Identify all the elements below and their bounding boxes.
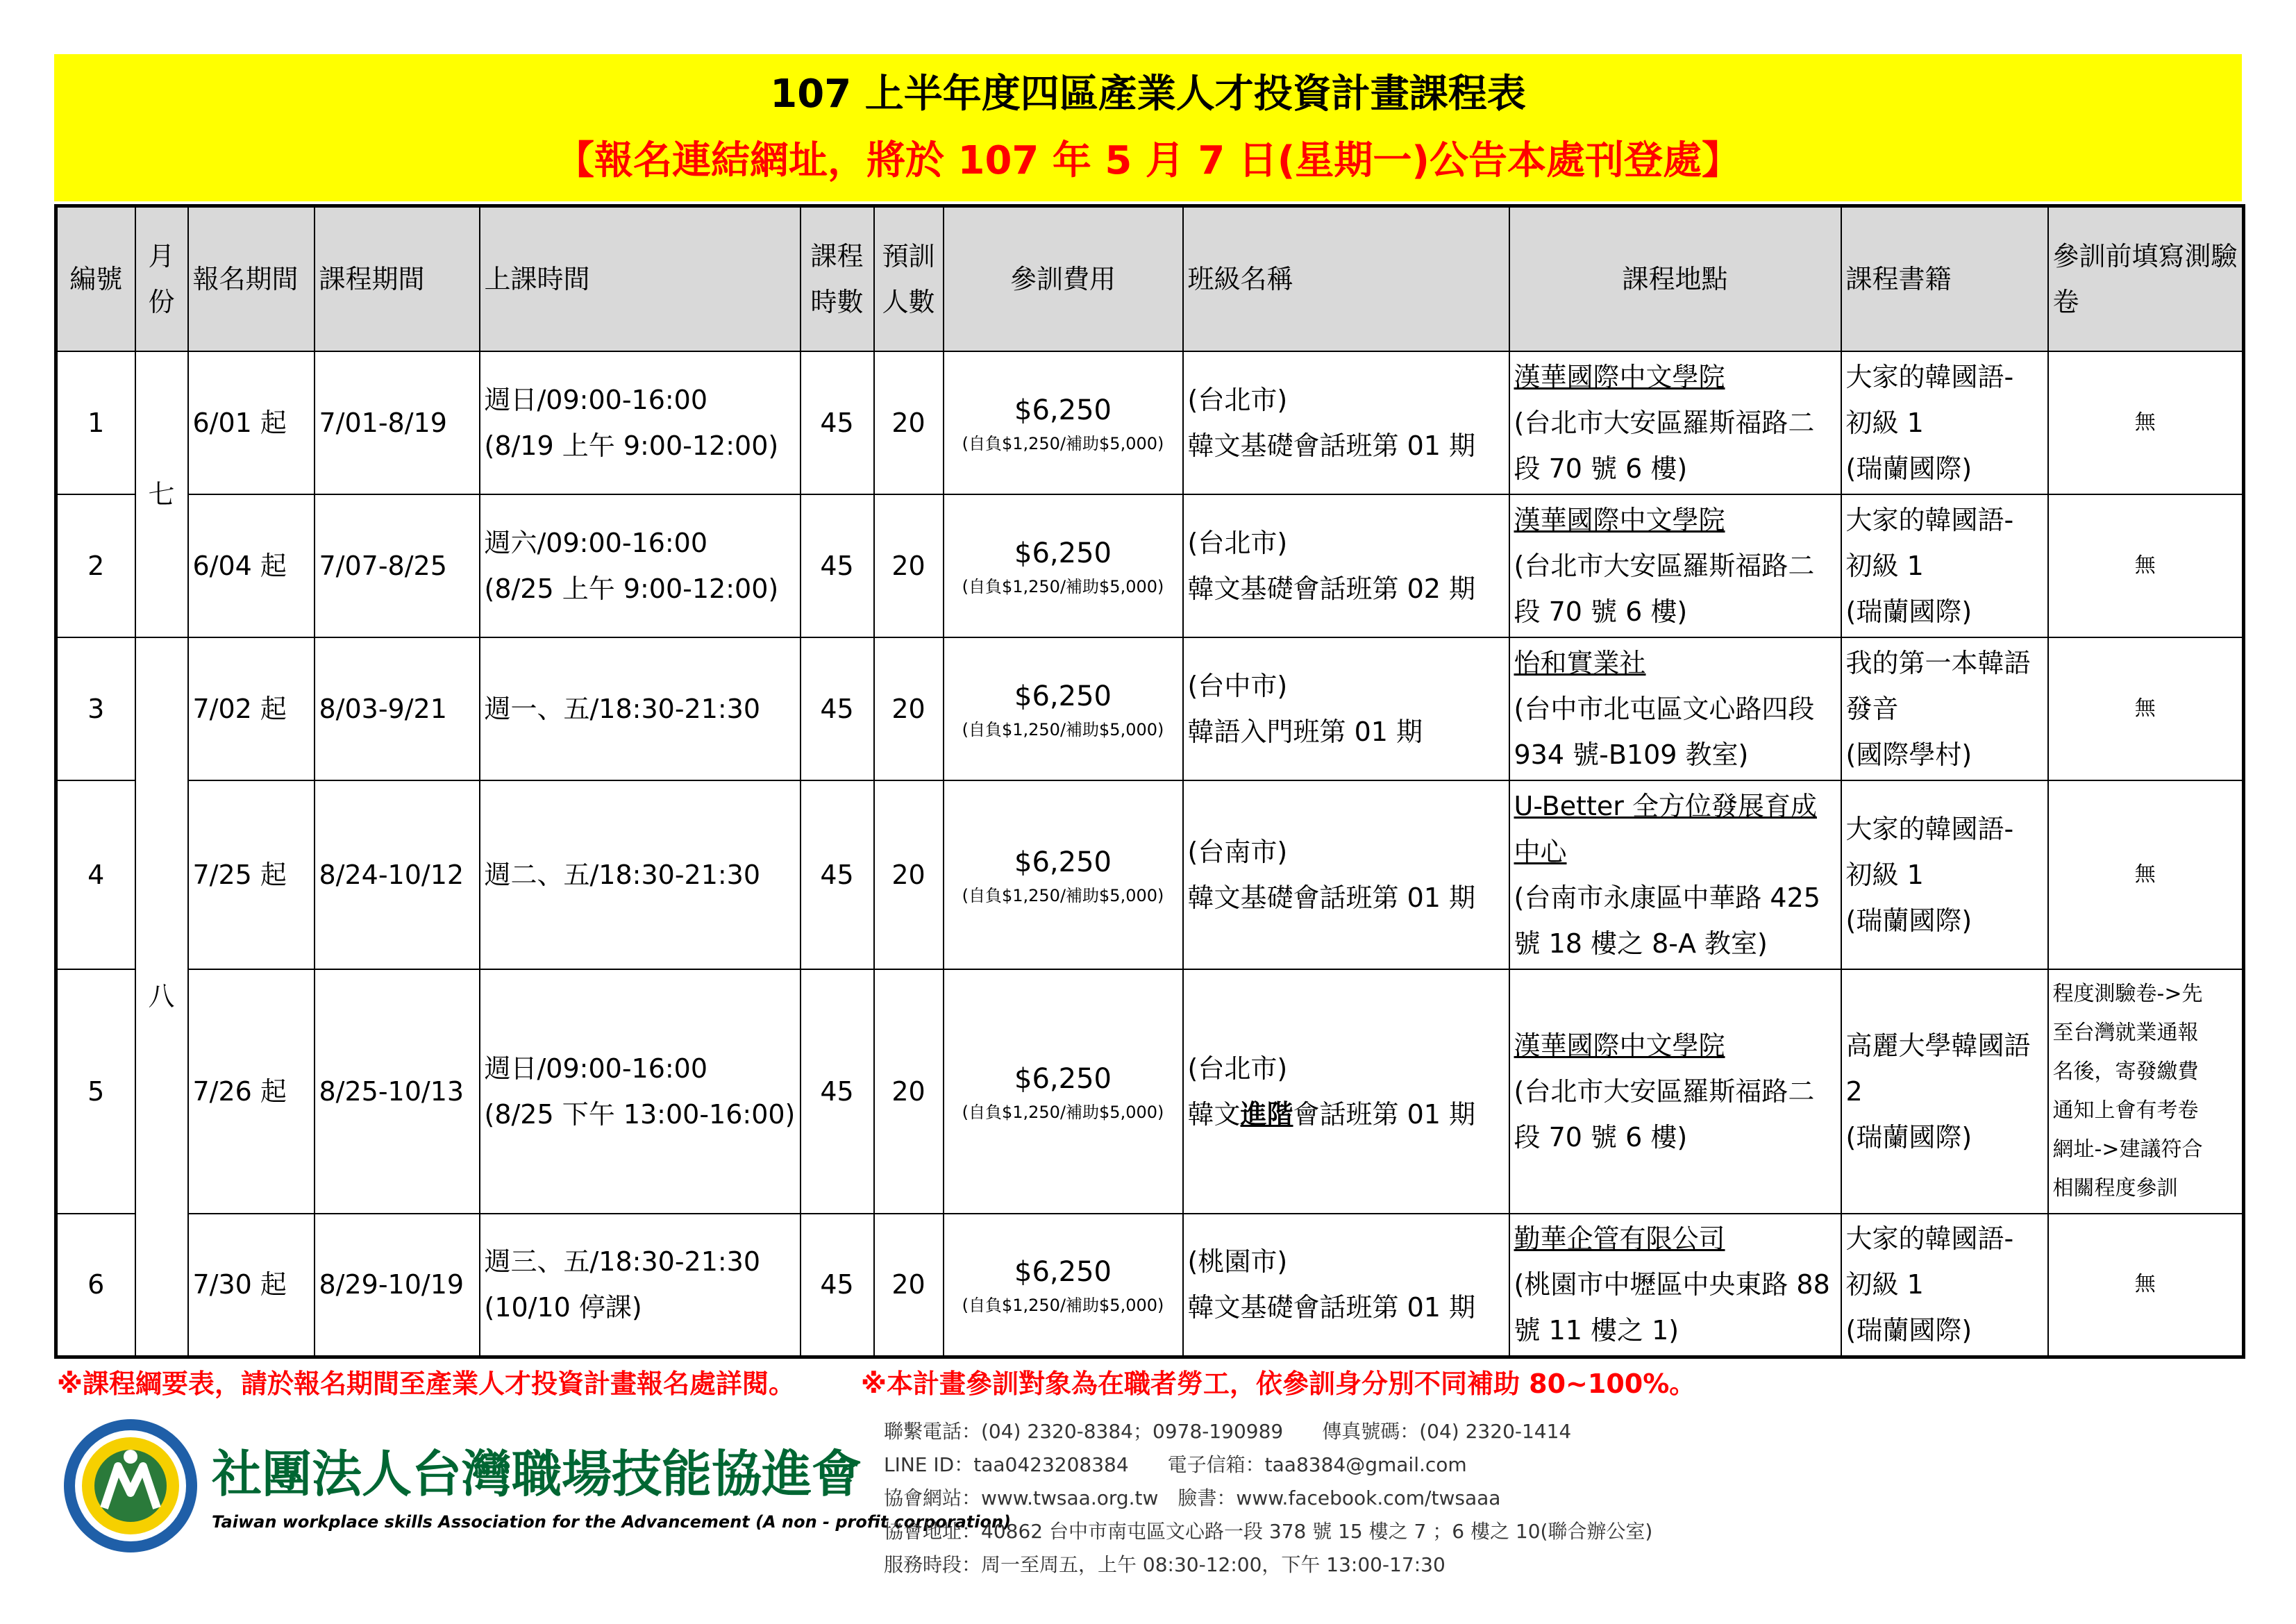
course-period: 7/01-8/19	[315, 351, 480, 494]
test-note-line: 網址->建議符合	[2052, 1137, 2203, 1162]
book-cell	[1841, 637, 2048, 780]
location-name: 勤華企管有限公司	[1514, 1223, 1725, 1255]
contact-line-email: LINE ID：taa0423208384 電子信箱：taa8384@gmail.com	[884, 1453, 1467, 1476]
note-subsidy: ※本計畫參訓對象為在職者勞工，依參訓身分別不同補助 80~100%。	[861, 1368, 1696, 1399]
fee-cell	[944, 494, 1183, 637]
col-header: 月份	[135, 206, 188, 352]
table-row	[56, 969, 2244, 1214]
location-cell	[1509, 351, 1841, 494]
class-name-cell	[1183, 780, 1509, 969]
book-line: (國際學村)	[1845, 739, 1972, 770]
title-banner	[54, 54, 2242, 201]
org-logo-icon	[61, 1416, 200, 1555]
location-address: (台南市永康區中華路 425	[1514, 882, 1820, 913]
col-header: 參訓前填寫測驗卷	[2048, 206, 2244, 352]
class-city: (台南市)	[1187, 837, 1288, 867]
class-name-cell	[1183, 1214, 1509, 1357]
location-cell	[1509, 637, 1841, 780]
class-time-line: 週六/09:00-16:00	[484, 528, 708, 558]
class-city: (台北市)	[1187, 528, 1288, 558]
class-name-part: 會話班第 01 期	[1293, 1099, 1476, 1130]
col-header: 編號	[56, 206, 135, 352]
registration-period: 6/04 起	[188, 494, 315, 637]
book-cell	[1841, 494, 2048, 637]
course-period: 7/07-8/25	[315, 494, 480, 637]
test-note-line: 通知上會有考卷	[2052, 1098, 2199, 1123]
fee-cell	[944, 351, 1183, 494]
row-number: 1	[56, 351, 135, 494]
table-row	[56, 494, 2244, 637]
table-row	[56, 351, 2244, 494]
fee-amount: $6,250	[1014, 537, 1112, 569]
org-name-en: Taiwan workplace skills Association for the Advancement (A non - profit corporation)	[212, 1512, 1012, 1532]
class-time-line: (8/25 上午 9:00-12:00)	[484, 574, 779, 604]
location-address: 934 號-B109 教室)	[1514, 739, 1749, 770]
fee-detail: (自負$1,250/補助$5,000)	[962, 577, 1164, 596]
class-name-cell	[1183, 969, 1509, 1214]
contact-hours: 服務時段：周一至周五，上午 08:30-12:00，下午 13:00-17:30	[884, 1553, 1446, 1576]
class-name	[1188, 1091, 1505, 1137]
class-time-line: 週日/09:00-16:00	[484, 1053, 708, 1084]
org-name: 社團法人台灣職場技能協進會	[212, 1445, 862, 1503]
note-syllabus: ※課程綱要表，請於報名期間至產業人才投資計畫報名處詳閱。	[57, 1368, 795, 1399]
test-cell: 無	[2048, 494, 2244, 637]
registration-period: 7/02 起	[188, 637, 315, 780]
course-period: 8/03-9/21	[315, 637, 480, 780]
class-time-line: (8/25 下午 13:00-16:00)	[484, 1099, 796, 1130]
class-time	[480, 969, 801, 1214]
fee-amount: $6,250	[1014, 394, 1112, 426]
trainee-count: 20	[874, 637, 944, 780]
test-cell: 無	[2048, 637, 2244, 780]
class-city: (台北市)	[1187, 1053, 1288, 1084]
location-name: U-Better 全方位發展育成	[1514, 791, 1817, 821]
book-cell	[1841, 780, 2048, 969]
test-note-line: 程度測驗卷->先	[2052, 982, 2203, 1006]
class-name: 韓文基礎會話班第 02 期	[1187, 574, 1476, 604]
course-hours: 45	[801, 1214, 874, 1357]
location-address: (桃園市中壢區中央東路 88	[1514, 1269, 1830, 1300]
fee-detail: (自負$1,250/補助$5,000)	[962, 1296, 1164, 1316]
book-cell	[1841, 1214, 2048, 1357]
fee-amount: $6,250	[1014, 1256, 1112, 1289]
registration-period: 6/01 起	[188, 351, 315, 494]
trainee-count: 20	[874, 969, 944, 1214]
class-time-line: 週一、五/18:30-21:30	[484, 694, 761, 724]
book-line: (瑞蘭國際)	[1845, 905, 1972, 936]
contact-address: 協會地址：40862 台中市南屯區文心路一段 378 號 15 樓之 7 ；6 樓之 10(聯合辦公室)	[884, 1520, 1653, 1543]
class-city: (桃園市)	[1187, 1246, 1288, 1278]
row-number: 5	[56, 969, 135, 1214]
location-name: 中心	[1514, 837, 1567, 867]
row-number: 6	[56, 1214, 135, 1357]
row-number: 3	[56, 637, 135, 780]
class-name-cell	[1183, 637, 1509, 780]
col-header: 課程時數	[801, 206, 874, 352]
book-line: 發音	[1845, 694, 1899, 724]
course-hours: 45	[801, 969, 874, 1214]
class-time-line: 週二、五/18:30-21:30	[484, 860, 761, 890]
location-name: 漢華國際中文學院	[1514, 1030, 1725, 1061]
fee-cell	[944, 969, 1183, 1214]
class-time	[480, 494, 801, 637]
contact-info	[884, 1415, 1652, 1582]
course-period: 8/25-10/13	[315, 969, 480, 1214]
location-cell	[1509, 969, 1841, 1214]
trainee-count: 20	[874, 780, 944, 969]
book-line: 大家的韓國語-	[1845, 362, 2014, 392]
class-name: 韓文基礎會話班第 01 期	[1187, 882, 1476, 913]
location-address: 號 11 樓之 1)	[1514, 1315, 1679, 1346]
fee-amount: $6,250	[1014, 846, 1112, 878]
location-address: (台中市北屯區文心路四段	[1514, 694, 1815, 724]
col-header: 課程期間	[315, 206, 480, 352]
location-cell	[1509, 494, 1841, 637]
location-address: 段 70 號 6 樓)	[1514, 453, 1688, 484]
col-header: 預訓人數	[874, 206, 944, 352]
class-time-line: (10/10 停課)	[484, 1292, 642, 1323]
book-line: 高麗大學韓國語	[1845, 1030, 2031, 1061]
test-note-line: 名後，寄發繳費	[2052, 1060, 2199, 1084]
location-address: 號 18 樓之 8-A 教室)	[1514, 928, 1768, 959]
location-address: (台北市大安區羅斯福路二	[1514, 408, 1815, 438]
book-cell	[1841, 351, 2048, 494]
month-cell: 七	[135, 351, 188, 637]
table-row	[56, 780, 2244, 969]
table-row	[56, 637, 2244, 780]
row-number: 4	[56, 780, 135, 969]
book-line: 大家的韓國語-	[1845, 814, 2014, 844]
book-line: 初級 1	[1845, 1269, 1924, 1300]
col-header: 報名期間	[188, 206, 315, 352]
book-line: 初級 1	[1845, 551, 1924, 581]
book-line: 大家的韓國語-	[1845, 1223, 2014, 1255]
book-line: (瑞蘭國際)	[1845, 1122, 1972, 1153]
fee-detail: (自負$1,250/補助$5,000)	[962, 720, 1164, 739]
col-header: 上課時間	[480, 206, 801, 352]
book-line: (瑞蘭國際)	[1845, 453, 1972, 484]
fee-cell	[944, 1214, 1183, 1357]
contact-website: 協會網站：www.twsaa.org.tw 臉書：www.facebook.com/twsaaa	[884, 1487, 1501, 1509]
col-header: 課程書籍	[1841, 206, 2048, 352]
course-period: 8/29-10/19	[315, 1214, 480, 1357]
course-period: 8/24-10/12	[315, 780, 480, 969]
book-line: (瑞蘭國際)	[1845, 596, 1972, 627]
course-table	[54, 204, 2245, 1359]
table-header-row	[56, 206, 2244, 352]
class-name: 韓文基礎會話班第 01 期	[1187, 430, 1476, 461]
test-cell: 無	[2048, 1214, 2244, 1357]
book-line: 初級 1	[1845, 860, 1924, 890]
registration-period: 7/30 起	[188, 1214, 315, 1357]
course-hours: 45	[801, 351, 874, 494]
class-city: (台中市)	[1187, 671, 1288, 701]
col-header: 參訓費用	[944, 206, 1183, 352]
class-name-cell	[1183, 494, 1509, 637]
test-cell	[2048, 969, 2244, 1214]
location-name: 漢華國際中文學院	[1514, 362, 1725, 392]
page-title: 107 上半年度四區產業人才投資計畫課程表	[770, 72, 1526, 117]
location-cell	[1509, 780, 1841, 969]
course-hours: 45	[801, 637, 874, 780]
page-subtitle: 【報名連結網址，將於 107 年 5 月 7 日(星期一)公告本處刊登處】	[555, 138, 1741, 183]
class-name-part: 韓文	[1187, 1099, 1241, 1130]
location-address: (台北市大安區羅斯福路二	[1514, 551, 1815, 581]
book-line: 初級 1	[1845, 408, 1924, 438]
book-cell	[1841, 969, 2048, 1214]
registration-period: 7/26 起	[188, 969, 315, 1214]
class-time	[480, 637, 801, 780]
location-address: (台北市大安區羅斯福路二	[1514, 1076, 1815, 1107]
fee-cell	[944, 780, 1183, 969]
class-time-line: (8/19 上午 9:00-12:00)	[484, 430, 779, 461]
class-city: (台北市)	[1187, 385, 1288, 415]
location-name: 漢華國際中文學院	[1514, 505, 1725, 535]
trainee-count: 20	[874, 1214, 944, 1357]
class-time-line: 週日/09:00-16:00	[484, 385, 708, 415]
fee-amount: $6,250	[1014, 1063, 1112, 1095]
book-line: 我的第一本韓語	[1845, 648, 2031, 678]
test-cell: 無	[2048, 780, 2244, 969]
location-address: 段 70 號 6 樓)	[1514, 1122, 1688, 1153]
month-cell: 八	[135, 637, 188, 1357]
col-header: 班級名稱	[1183, 206, 1509, 352]
location-address: 段 70 號 6 樓)	[1514, 596, 1688, 627]
test-cell: 無	[2048, 351, 2244, 494]
table-row	[56, 1214, 2244, 1357]
class-time	[480, 351, 801, 494]
fee-detail: (自負$1,250/補助$5,000)	[962, 1103, 1164, 1122]
test-note-line: 至台灣就業通報	[2052, 1021, 2199, 1045]
test-note-line: 相關程度參訓	[2052, 1176, 2178, 1200]
class-name: 韓文基礎會話班第 01 期	[1187, 1292, 1476, 1323]
fee-cell	[944, 637, 1183, 780]
book-line: (瑞蘭國際)	[1845, 1315, 1972, 1346]
class-name-cell	[1183, 351, 1509, 494]
book-line: 2	[1845, 1076, 1863, 1107]
class-name: 韓語入門班第 01 期	[1187, 717, 1423, 747]
contact-phone: 聯繫電話：(04) 2320-8384；0978-190989 傳真號碼：(04) 2320-1414	[884, 1420, 1572, 1443]
location-name: 怡和實業社	[1514, 648, 1646, 678]
col-header: 課程地點	[1509, 206, 1841, 352]
course-hours: 45	[801, 494, 874, 637]
class-time	[480, 1214, 801, 1357]
registration-period: 7/25 起	[188, 780, 315, 969]
trainee-count: 20	[874, 494, 944, 637]
row-number: 2	[56, 494, 135, 637]
location-cell	[1509, 1214, 1841, 1357]
book-line: 大家的韓國語-	[1845, 505, 2014, 535]
class-time	[480, 780, 801, 969]
class-name-emphasis: 進階	[1240, 1099, 1293, 1130]
fee-detail: (自負$1,250/補助$5,000)	[962, 886, 1164, 905]
class-time-line: 週三、五/18:30-21:30	[484, 1246, 761, 1278]
fee-amount: $6,250	[1014, 680, 1112, 712]
course-hours: 45	[801, 780, 874, 969]
trainee-count: 20	[874, 351, 944, 494]
fee-detail: (自負$1,250/補助$5,000)	[962, 434, 1164, 453]
